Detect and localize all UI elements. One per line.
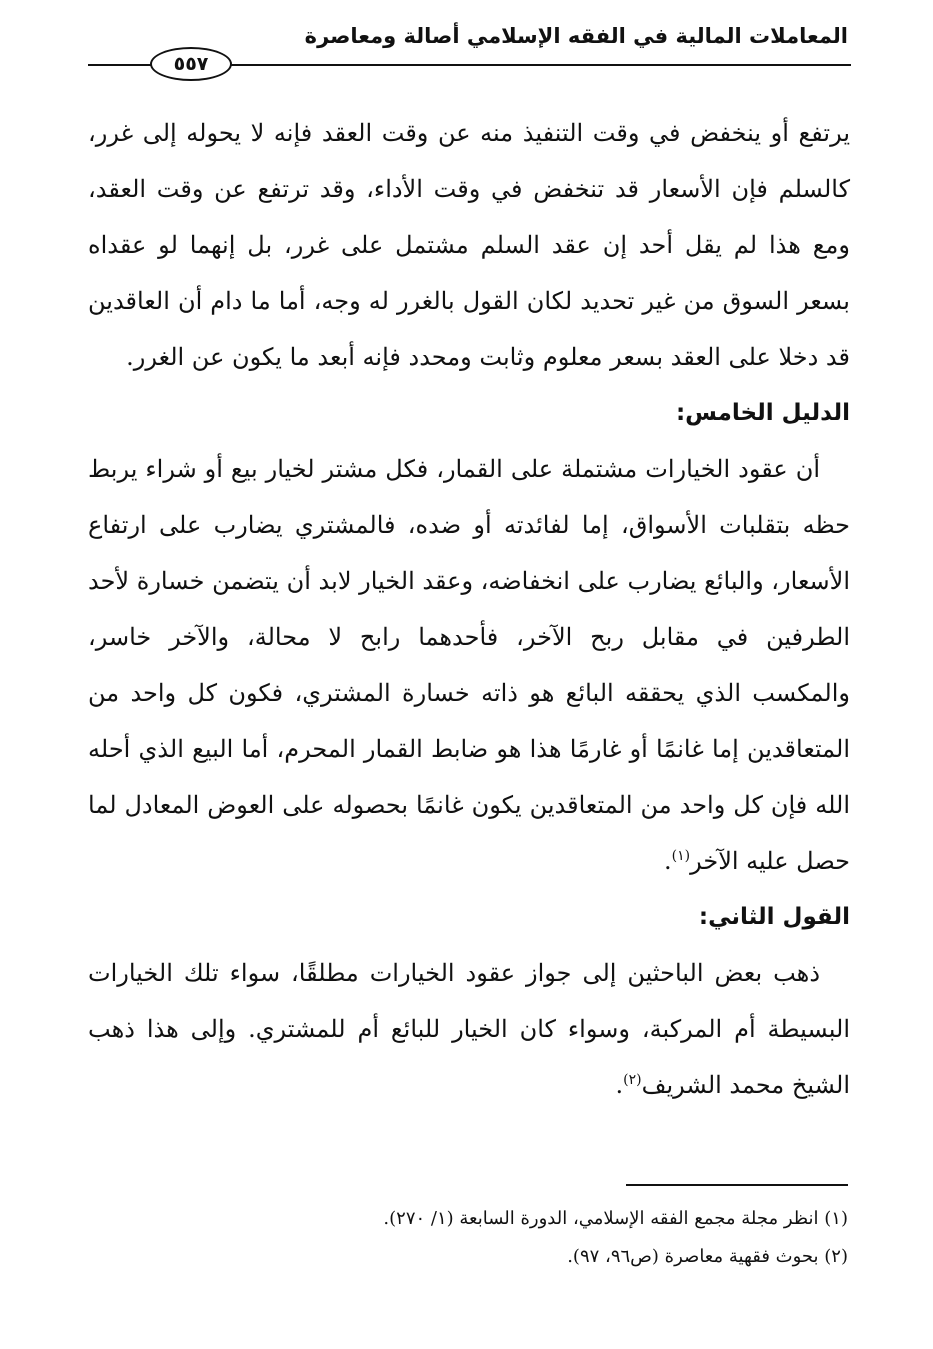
footnote-ref-2[interactable]: (٢) xyxy=(623,1072,642,1088)
paragraph-3-text: ذهب بعض الباحثين إلى جواز عقود الخيارات مطلقًا، سواء تلك الخيارات البسيطة أم المركبة، وسواء كان الخيار للبائع أم للمشتري. وإلى هذا ذهب الشيخ محمد الشريف xyxy=(88,959,850,1099)
page-number: ٥٥٧ xyxy=(150,47,232,81)
running-header-title: المعاملات المالية في الفقه الإسلامي أصالة ومعاصرة xyxy=(304,24,848,48)
paragraph-2-end: . xyxy=(664,847,672,875)
footnote-2: (٢) بحوث فقهية معاصرة (ص٩٦، ٩٧). xyxy=(567,1246,848,1267)
paragraph-3-end: . xyxy=(615,1071,624,1099)
footnote-rule xyxy=(626,1184,848,1186)
section-heading-fifth-evidence: الدليل الخامس: xyxy=(675,400,850,426)
paragraph-3 xyxy=(88,945,850,1113)
section-heading-second-opinion: القول الثاني: xyxy=(698,904,850,930)
footnote-ref-1[interactable]: (١) xyxy=(671,848,691,864)
paragraph-1: يرتفع أو ينخفض في وقت التنفيذ منه عن وقت العقد فإنه لا يحوله إلى غرر، كالسلم فإن الأسعار قد تنخفض في وقت الأداء، وقد ترتفع عن وقت العقد، ومع هذا لم يقل أحد إن عقد السلم مشتمل على غرر، بل إنهما لو عقداه بسعر السوق من غير تحديد لكان القول بالغرر له وجه، أما ما دام أن العاقدين قد دخلا على العقد بسعر معلوم وثابت ومحدد فإنه أبعد ما يكون عن الغرر. xyxy=(88,119,850,371)
footnote-1: (١) انظر مجلة مجمع الفقه الإسلامي، الدورة السابعة (١/ ٢٧٠). xyxy=(383,1208,848,1229)
paragraph-2-text: أن عقود الخيارات مشتملة على القمار، فكل مشتر لخيار بيع أو شراء يربط حظه بتقلبات الأسواق، إما لفائدته أو ضده، فالمشتري يضارب على ارتفاع الأسعار، والبائع يضارب على انخفاضه، وعقد الخيار لابد أن يتضمن خسارة لأحد الطرفين في مقابل ربح الآخر، فأحدهما رابح لا محالة، والآخر خاسر، والمكسب الذي يحققه البائع هو ذاته خسارة المشتري، فكون كل واحد من المتعاقدين إما غانمًا أو غارمًا هذا هو ضابط القمار المحرم، أما البيع الذي أحله الله فإن كل واحد من المتعاقدين يكون غانمًا بحصوله على العوض المعادل لما حصل عليه الآخر xyxy=(88,455,850,875)
paragraph-2 xyxy=(88,441,850,889)
body-text xyxy=(88,105,850,1113)
footnotes xyxy=(88,1200,848,1276)
